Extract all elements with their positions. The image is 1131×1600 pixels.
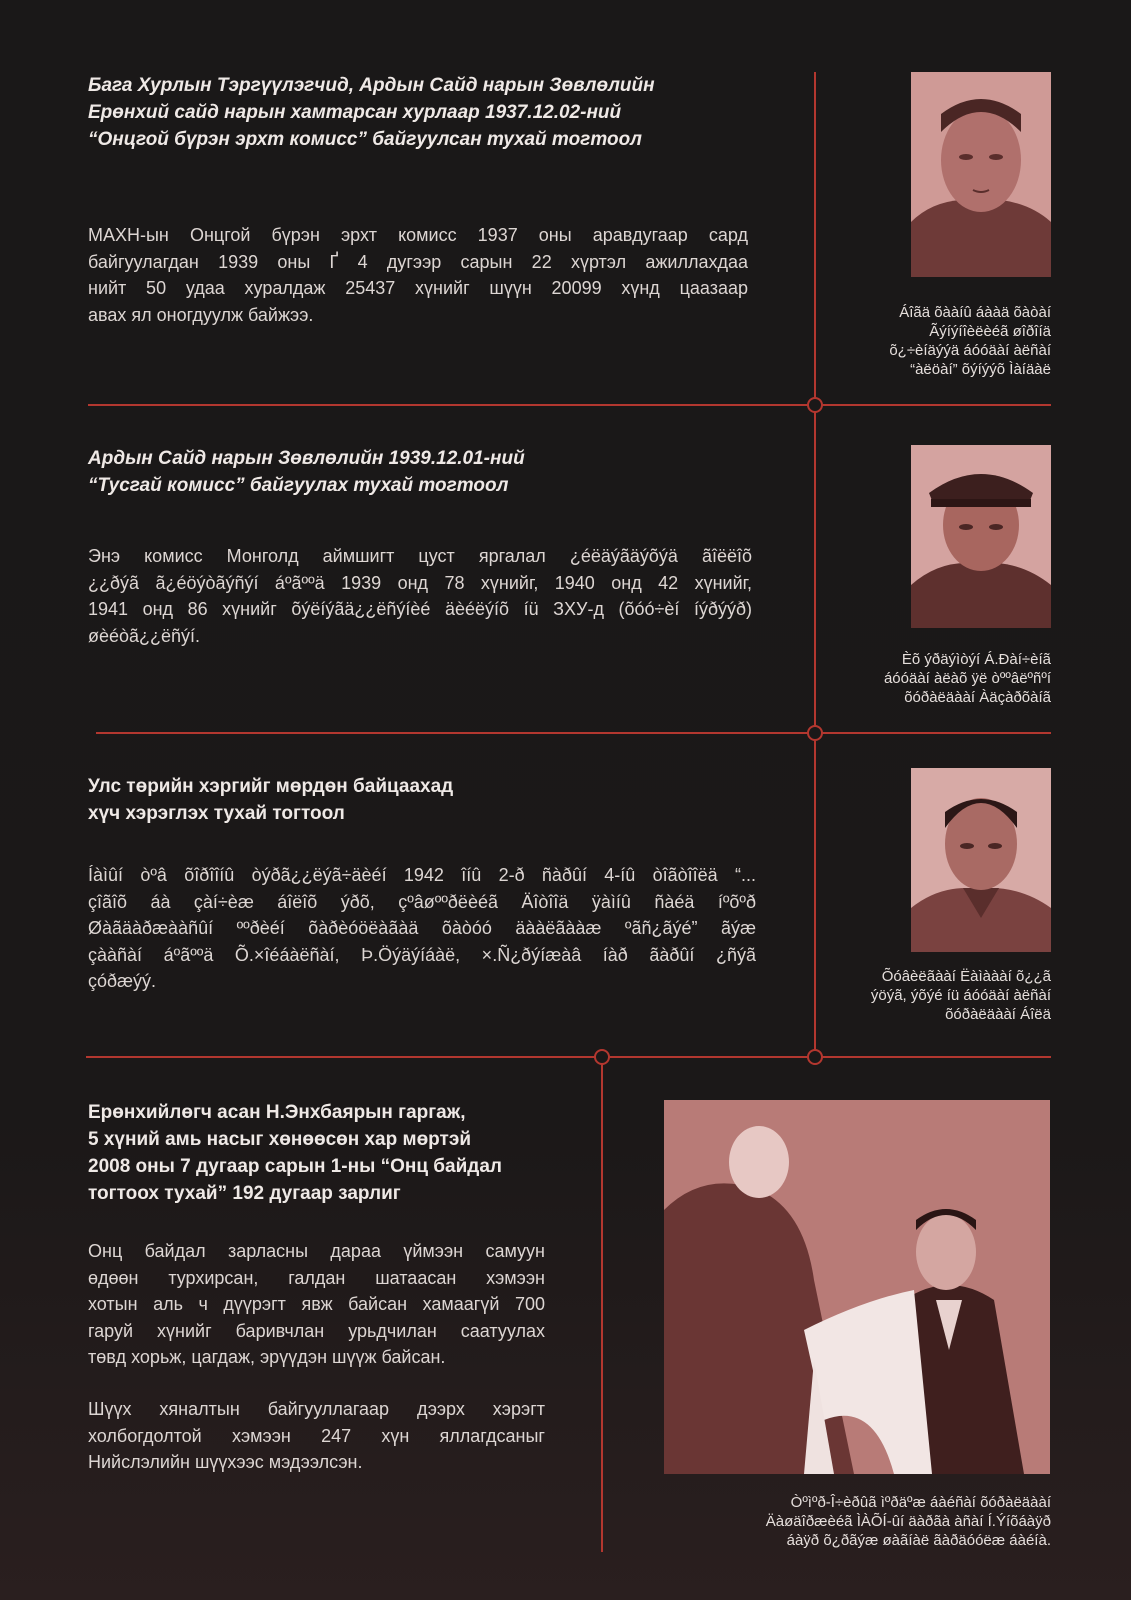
divider-1 [88, 404, 1051, 406]
section-3-caption: Õóâèëãààí Ëàìàààí õ¿¿ã ýöýã, ýõýé íü áóóäàí àëñàí õóðàëäààí Áîëä [870, 968, 1051, 1023]
section-4-body: Онц байдал зарласны дараа үймээн самуун өдөөн турхирсан, галдан шатаасан хэмээн хотын аль ч дүүрэгт явж байсан хамаагүй 700 гаруй хүнийг баривчлан урьдчилан саатуулах төвд хорьж, цагдаж, эрүүдэн шүүж байсан. [88, 1241, 545, 1367]
section-4-body-2: Шүүх хяналтын байгууллагаар дээрх хэрэгт холбогдолтой хэмээн 247 хүн яллагдсаныг Нийслэлийн шүүхээс мэдээлсэн. [88, 1399, 545, 1472]
portrait-photo-2 [911, 445, 1051, 628]
section-2-title: Ардын Сайд нарын Зөвлөлийн 1939.12.01-ний “Тусгай комисс” байгуулах тухай тогтоол [88, 448, 525, 496]
portrait-photo-3 [911, 768, 1051, 952]
section-2-caption: Èõ ýðäýìòýí Á.Ðàí÷èíã áóóäàí àëàõ ÿë òººâëºñºí õóðàëäààí Àäçàðõàíã [883, 651, 1051, 706]
timeline-node [807, 397, 823, 413]
timeline-node [594, 1049, 610, 1065]
divider-3 [86, 1056, 1051, 1058]
section-3-body: Íàìûí òºâ õîðîîíû òýðã¿¿ëýã÷äèéí 1942 îíû 2-ð ñàðûí 4-íû òîãòîîëä “... çîãîõ áà çàí÷èæ áîëîõ ýðõ, çºâøººðëèéã Äîòîîä ÿàìíû ñàéä íºõºð Øàãäàðæààñûí ººðèéí õàðèóöëàãàä õàòóó äààëãààæ ºãñ¿ãýé” ãýæ çààñàí áºãººä Õ.×îéáàëñàí, Þ.Öýäýíáàë, ×.Ñ¿ðýíæàâ íàð ãàðûí ¿ñýã çóðæýý. [88, 865, 756, 991]
section-4-title: Ерөнхийлөгч асан Н.Энхбаярын гаргаж, 5 хүний амь насыг хөнөөсөн хар мөртэй 2008 оны 7 дугаар сарын 1-ны “Онц байдал тогтоох тухай” 192 дугаар зарлиг [88, 1102, 502, 1204]
portrait-photo-1 [911, 72, 1051, 277]
ceremony-photo [664, 1100, 1050, 1474]
timeline-vertical-line [814, 72, 816, 1058]
section-3-title: Улс төрийн хэргийг мөрдөн байцаахад хүч хэрэглэх тухай тогтоол [88, 776, 454, 824]
section-2-body: Энэ комисс Монголд аймшигт цуст яргалал ¿éëäýãäýõýä ãîëëîõ ¿¿ðýã ã¿éöýòãýñýí áºãººä 1939 онд 78 хүнийг, 1940 онд 42 хүнийг, 1941 онд 86 хүнийг õýëíýãä¿¿ëñýíèé äèéëýíõ íü ЗХУ-д (õóó÷èí íýðýýð) øèéòã¿¿ëñýí. [88, 546, 752, 646]
timeline-node [807, 1049, 823, 1065]
divider-2 [96, 732, 1051, 734]
section-1-title: Бага Хурлын Тэргүүлэгчид, Ардын Сайд нарын Зөвлөлийн Ерөнхий сайд нарын хамтарсан хурлаар 1937.12.02-ний “Онцгой бүрэн эрхт комисс” байгуулсан тухай тогтоол [88, 75, 655, 150]
section-1-caption: Áîãä õààíû áààä õàòàí Ãýíýíîèëèéã øîðîíä õ¿÷èíäýýä áóóäàí àëñàí “àëöàí” õýíýýõ Ìàíäàë [889, 304, 1051, 378]
section-1-body: МАХН-ын Онцгой бүрэн эрхт комисс 1937 оны аравдугаар сард байгуулагдан 1939 оны Ґ 4 дугээр сарын 22 хүртэл ажиллахдаа нийт 50 удаа хуралдаж 25437 хүнийг шүүн 20099 хүнд цаазаар авах ял оногдуулж байжээ. [88, 225, 748, 325]
timeline-node [807, 725, 823, 741]
section-4-caption: Òºìºð-Î÷èðûã ìºðäºæ áàéñàí õóðàëäààí Äàøäîðæèéã ÌÀÕÍ-ûí äàðãà àñàí Í.Ýíõáàÿð áàÿð õ¿ðãýæ øàãíàë ãàðäóóëæ áàéíà. [765, 1494, 1051, 1549]
timeline-vertical-line-lower [601, 1056, 603, 1552]
